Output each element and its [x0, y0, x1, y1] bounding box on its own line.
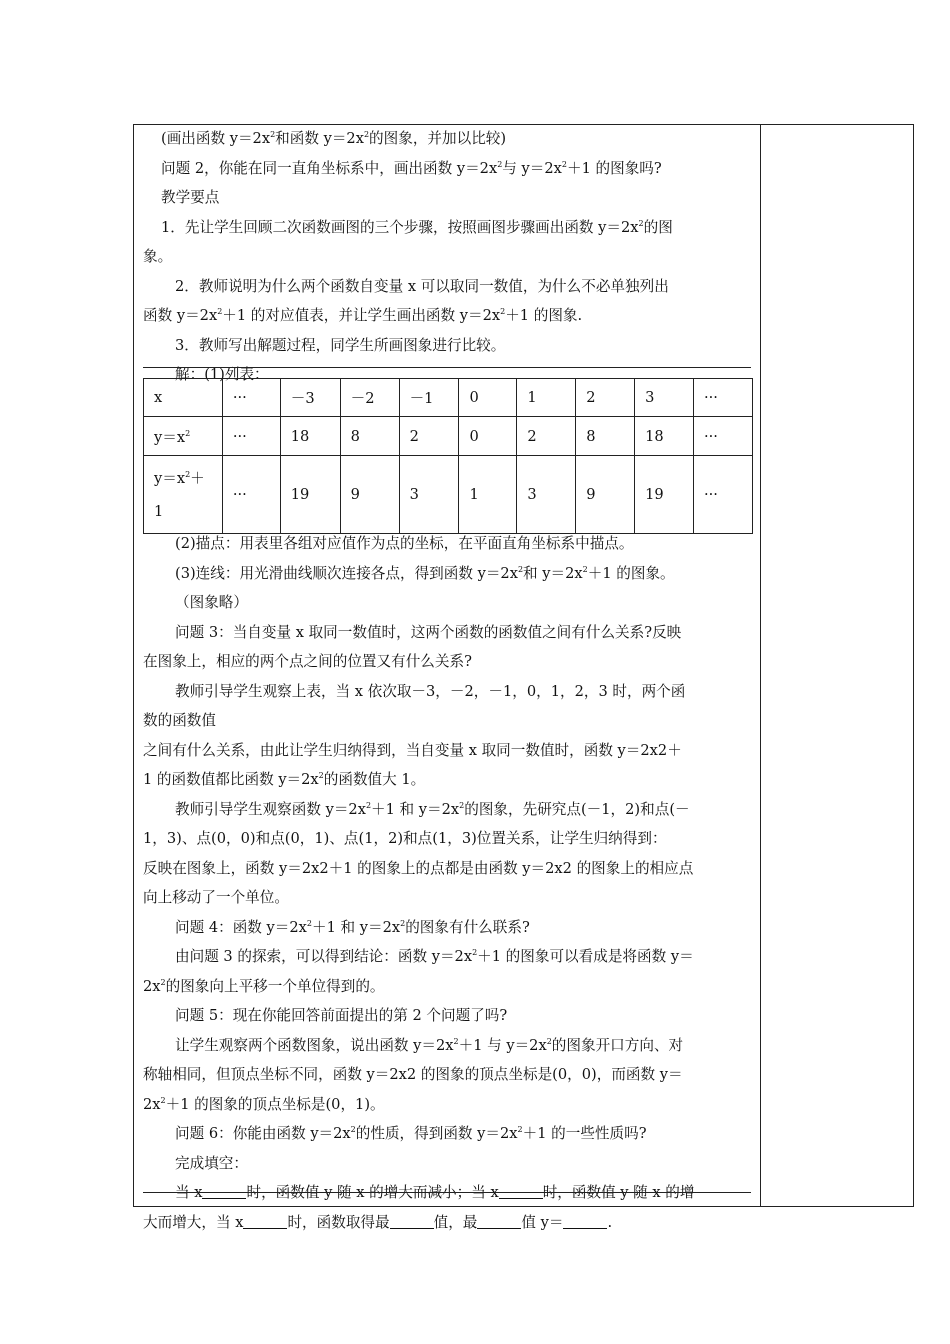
text-line-4: 1．先让学生回顾二次函数画图的三个步骤，按照画图步骤画出函数 $y=2x^2$的图 [161, 218, 673, 236]
table-cell: 9 [340, 456, 399, 534]
table-cell: ··· [694, 379, 753, 417]
text-line: 称轴相同，但顶点坐标不同，函数 y＝2x2 的图象的顶点坐标是(0，0)，而函数 y＝ [143, 1066, 683, 1083]
rule-above-table [143, 367, 751, 368]
rule-bottom [143, 1192, 751, 1193]
table-cell: －2 [340, 379, 399, 417]
answer-blank[interactable] [202, 1182, 246, 1199]
table-cell: 2 [517, 417, 576, 456]
text-line-connect: (3)连线：用光滑曲线顺次连接各点，得到函数 $y=2x^2$和 $y=2x^2+1$ 的图象。 [175, 564, 675, 582]
text-line-q6: 问题 6：你能由函数 $y=2x^2$的性质，得到函数 $y=2x^2+1$ 的一些性质吗? [175, 1125, 647, 1142]
bottom-text-block [143, 529, 755, 1237]
text-line-6: 2．教师说明为什么两个函数自变量 x 可以取同一数值，为什么不必单独列出 [175, 277, 669, 295]
answer-blank[interactable] [563, 1212, 607, 1229]
answer-blank[interactable] [390, 1212, 434, 1229]
table-row [144, 417, 753, 456]
top-text-block [143, 124, 755, 390]
text-line-1: (画出函数 $y=2x^2$和函数 $y=2x^2$的图象，并加以比较) [161, 130, 507, 147]
table-cell: 8 [576, 417, 635, 456]
table-cell: 8 [340, 417, 399, 456]
table-cell: 1 [459, 456, 517, 534]
answer-blank[interactable] [243, 1212, 287, 1229]
text-line: 教师引导学生观察上表，当 x 依次取－3，－2，－1，0，1，2，3 时，两个函 [175, 682, 686, 700]
table-cell: 1 [517, 379, 576, 417]
table-cell: 0 [459, 417, 517, 456]
text-line: 1，3)、点(0，0)和点(0，1)、点(1，2)和点(1，3)位置关系，让学生归纳得到： [143, 830, 667, 847]
text-line: 向上移动了一个单位。 [143, 889, 289, 906]
table-cell: －3 [280, 379, 340, 417]
text-line-fill-heading: 完成填空： [175, 1154, 248, 1172]
table-cell: 19 [635, 456, 694, 534]
text-line-5: 象。 [143, 248, 173, 265]
table-cell: ··· [222, 379, 280, 417]
fill-in-line-2: 大而增大，当 x 时，函数取得最 值，最 值 y＝ . [143, 1213, 613, 1231]
table-cell: ··· [222, 456, 280, 534]
text-line-graph-omitted: （图象略） [175, 594, 248, 611]
answer-blank[interactable] [477, 1212, 521, 1229]
text-line: 1 的函数值都比函数 $y=2x^2$的函数值大 1。 [143, 771, 426, 788]
table-cell: ··· [694, 417, 753, 456]
table-row [144, 456, 753, 534]
table-cell: 2 [576, 379, 635, 417]
table-cell: 18 [280, 417, 340, 456]
text-line: 由问题 3 的探索，可以得到结论：函数 $y=2x^2+1$ 的图象可以看成是将函数 y＝ [175, 948, 694, 965]
text-line-q3: 问题 3：当自变量 x 取同一数值时，这两个函数的函数值之间有什么关系?反映 [175, 623, 682, 641]
text-line: 教师引导学生观察函数 $y=2x^2+1$ 和 $y=2x^2$的图象，先研究点(－1，2)和点(－ [175, 800, 690, 818]
table-cell: 2 [399, 417, 459, 456]
text-line-q5: 问题 5：现在你能回答前面提出的第 2 个问题了吗? [175, 1007, 508, 1024]
value-table [143, 378, 753, 534]
table-cell: 19 [280, 456, 340, 534]
table-cell: 0 [459, 379, 517, 417]
table-cell: 3 [399, 456, 459, 534]
text-line-8: 3．教师写出解题过程，同学生所画图象进行比较。 [175, 336, 506, 354]
text-line: $2x^2+1$ 的图象的顶点坐标是(0，1)。 [143, 1095, 385, 1113]
text-line: 让学生观察两个函数图象，说出函数 $y=2x^2+1$ 与 $y=2x^2$的图象开口方向、对 [175, 1036, 684, 1054]
table-cell: ··· [694, 456, 753, 534]
table-cell: 3 [635, 379, 694, 417]
table-cell: 9 [576, 456, 635, 534]
text-line-7: 函数 $y=2x^2+1$ 的对应值表，并让学生画出函数 $y=2x^2+1$ 的图象. [143, 307, 583, 324]
section-heading-teaching-points: 教学要点 [161, 189, 220, 206]
answer-blank[interactable] [499, 1182, 543, 1199]
row-label: $y=x^2$ [144, 417, 223, 456]
text-line: 反映在图象上，函数 y＝2x2＋1 的图象上的点都是由函数 y＝2x2 的图象上的相应点 [143, 859, 694, 877]
text-line: 数的函数值 [143, 712, 216, 729]
text-line-9: 解：(1)列表： [175, 366, 269, 383]
row-label: $y=x^2+$ 1 [144, 456, 223, 534]
table-cell: 3 [517, 456, 576, 534]
fill-in-line-1: 当 x 时，函数值 y 随 x 的增大而减小；当 x 时，函数值 y 随 x 的增 [175, 1184, 695, 1201]
text-line: $2x^2$的图象向上平移一个单位得到的。 [143, 977, 385, 995]
text-line-2: 问题 2，你能在同一直角坐标系中，画出函数 $y=2x^2$与 $y=2x^2+1$ 的图象吗? [161, 159, 662, 177]
text-line-q4: 问题 4：函数 $y=2x^2+1$ 和 $y=2x^2$的图象有什么联系? [175, 918, 530, 936]
table-row [144, 379, 753, 417]
text-line-plot-points: (2)描点：用表里各组对应值作为点的坐标，在平面直角坐标系中描点。 [175, 535, 634, 552]
text-line: 在图象上，相应的两个点之间的位置又有什么关系? [143, 653, 472, 670]
table-cell: －1 [399, 379, 459, 417]
row-label: x [144, 379, 223, 417]
text-line: 之间有什么关系，由此让学生归纳得到，当自变量 x 取同一数值时，函数 y＝2x2＋ [143, 741, 682, 759]
column-divider [760, 124, 761, 1207]
table-cell: ··· [222, 417, 280, 456]
table-cell: 18 [635, 417, 694, 456]
